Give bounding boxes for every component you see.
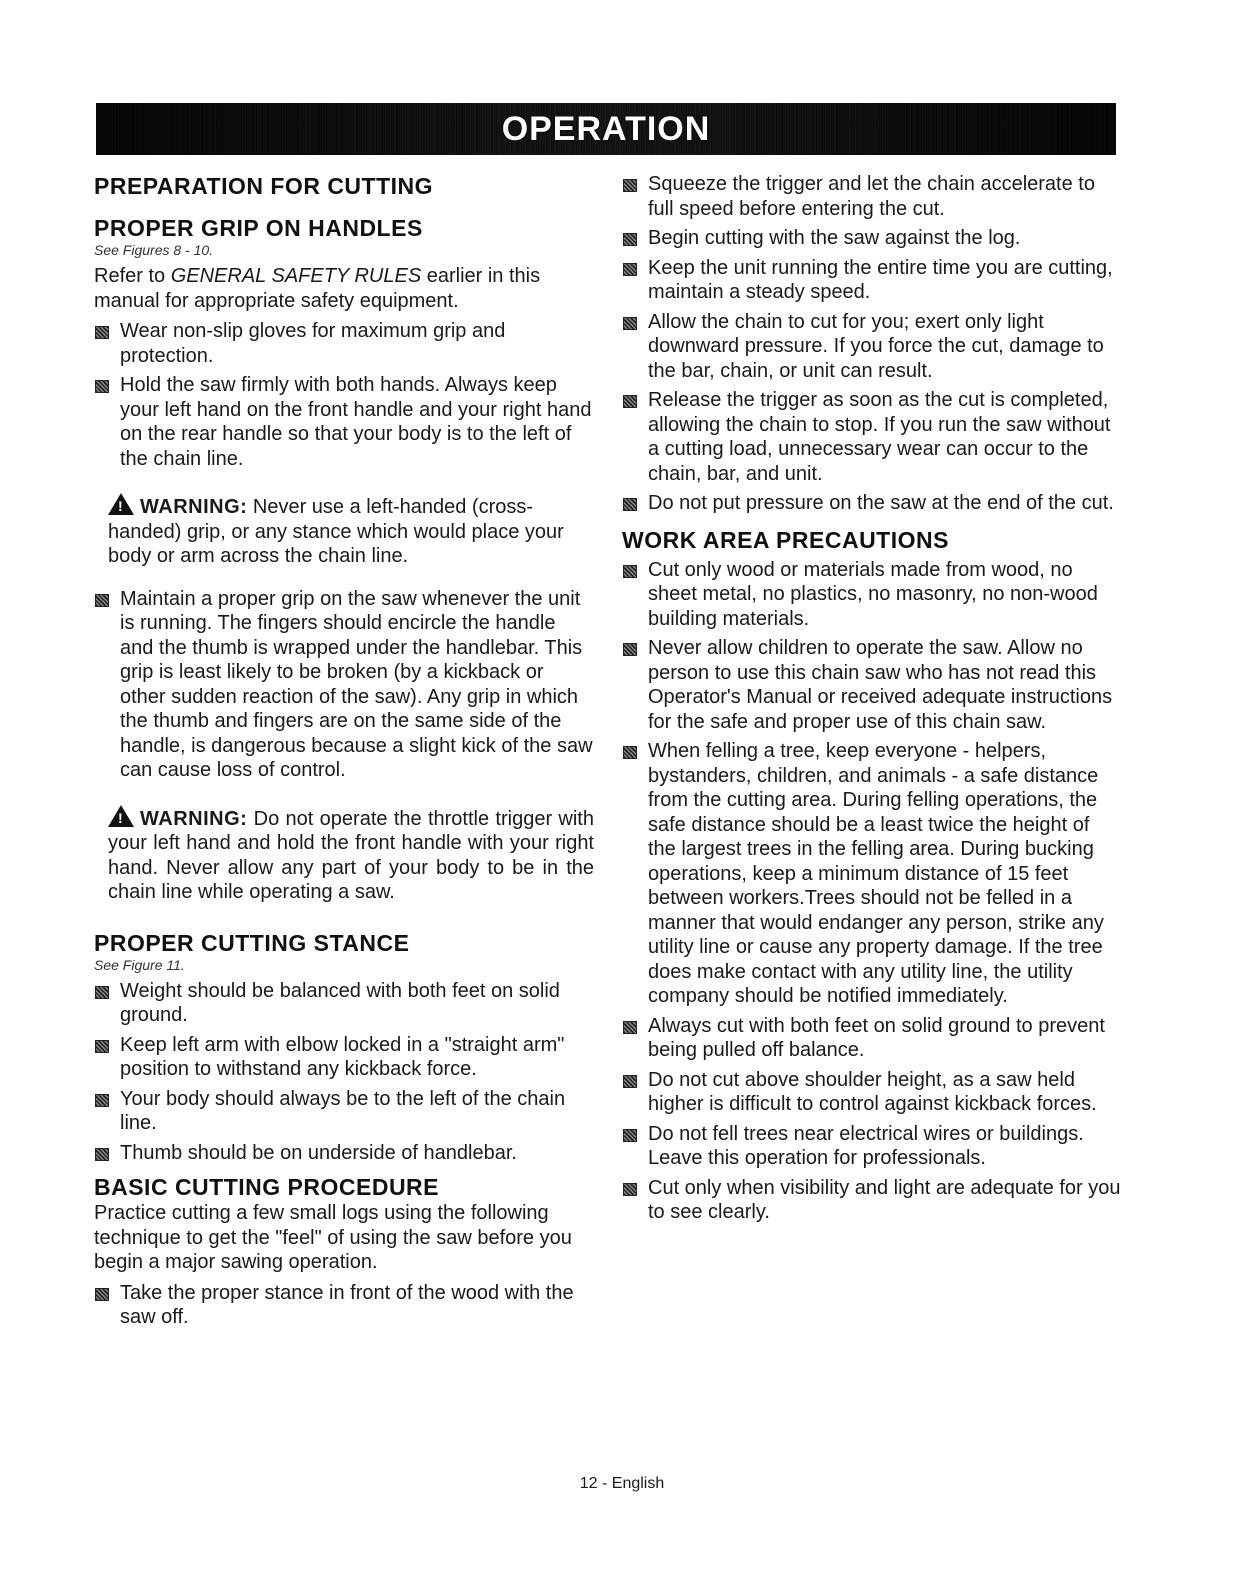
left-column: [94, 172, 594, 1335]
list-item: Cut only when visibility and light are adequate for you to see clearly.: [622, 1176, 1122, 1225]
stance-heading: PROPER CUTTING STANCE: [94, 929, 410, 956]
warning-icon: [108, 805, 134, 827]
grip-figure-ref: See Figures 8 - 10.: [94, 242, 214, 258]
list-item: Weight should be balanced with both feet on solid ground.: [94, 979, 594, 1028]
list-item: Thumb should be on underside of handlebar.: [94, 1141, 594, 1166]
list-item: Keep the unit running the entire time you are cutting, maintain a steady speed.: [622, 256, 1122, 305]
list-item: When felling a tree, keep everyone - helpers, bystanders, children, and animals - a safe distance from the cutting area. During felling operations, the safe distance should be a least twice the height of the largest trees in the felling area. During bucking operations, keep a minimum distance of 15 feet between workers.Trees should not be felled in a manner that would endanger any person, strike any utility line or cause any property damage. If the tree does make contact with any utility line, the utility company should be notified immediately.: [622, 739, 1122, 1009]
banner-title: OPERATION: [501, 109, 711, 148]
list-item: Begin cutting with the saw against the log.: [622, 226, 1122, 251]
page-footer: 12 - English: [579, 1475, 665, 1492]
list-item: Do not cut above shoulder height, as a saw held higher is difficult to control against kickback forces.: [622, 1068, 1122, 1117]
work-area-list: [622, 558, 1122, 1225]
stance-figure-ref: See Figure 11.: [94, 956, 185, 973]
grip-list: [94, 319, 594, 471]
prep-heading: PREPARATION FOR CUTTING: [94, 173, 434, 199]
list-item: Release the trigger as soon as the cut is completed, allowing the chain to stop. If you run the saw without a cutting load, unnecessary wear can occur to the chain, bar, and unit.: [622, 388, 1122, 486]
work-area-heading: WORK AREA PRECAUTIONS: [622, 526, 949, 553]
general-safety-rules-ref: GENERAL SAFETY RULES: [170, 265, 422, 287]
basic-intro: Practice cutting a few small logs using the following technique to get the "feel" of using the saw before you begin a major sawing operation.: [94, 1202, 572, 1273]
grip-list-2: [94, 587, 594, 783]
basic-list-continued: [622, 172, 1122, 516]
warning-block-2: !WARNING: Do not operate the throttle trigger with your left hand and hold the front handle with your right hand. Never allow any part of your body to be in the chain line while operating a saw.: [94, 805, 594, 905]
warning-icon: [108, 493, 134, 515]
list-item: Do not fell trees near electrical wires or buildings. Leave this operation for professionals.: [622, 1122, 1122, 1171]
list-item: Wear non-slip gloves for maximum grip and protection.: [94, 319, 594, 368]
list-item: Take the proper stance in front of the wood with the saw off.: [94, 1281, 594, 1330]
list-item: Maintain a proper grip on the saw whenever the unit is running. The fingers should encircle the handle and the thumb is wrapped under the handlebar. This grip is least likely to be broken (by a kickback or other sudden reaction of the saw). Any grip in which the thumb and fingers are on the same side of the handle, is dangerous because a slight kick of the saw can cause loss of control.: [94, 587, 594, 783]
list-item: Hold the saw firmly with both hands. Always keep your left hand on the front handle and your right hand on the rear handle so that your body is to the left of the chain line.: [94, 373, 594, 471]
basic-list: [94, 1281, 594, 1330]
refer-paragraph: Refer to GENERAL SAFETY RULES earlier in this manual for appropriate safety equipment.: [94, 265, 541, 312]
list-item: Keep left arm with elbow locked in a "straight arm" position to withstand any kickback force.: [94, 1033, 594, 1082]
list-item: Cut only wood or materials made from wood, no sheet metal, no plastics, no masonry, no non-wood building materials.: [622, 558, 1122, 632]
stance-list: [94, 979, 594, 1166]
list-item: Never allow children to operate the saw. Allow no person to use this chain saw who has not read this Operator's Manual or received adequate instructions for the safe and proper use of this chain saw.: [622, 636, 1122, 734]
list-item: Squeeze the trigger and let the chain accelerate to full speed before entering the cut.: [622, 172, 1122, 221]
warning-block-1: !WARNING: Never use a left-handed (cross-handed) grip, or any stance which would place your body or arm across the chain line.: [94, 493, 594, 569]
right-column: [622, 172, 1122, 1230]
section-banner: [96, 103, 1116, 155]
list-item: Do not put pressure on the saw at the end of the cut.: [622, 491, 1122, 516]
basic-heading: BASIC CUTTING PROCEDURE: [94, 1174, 440, 1200]
list-item: Allow the chain to cut for you; exert only light downward pressure. If you force the cut, damage to the bar, chain, or unit can result.: [622, 310, 1122, 384]
grip-heading: PROPER GRIP ON HANDLES: [94, 215, 423, 241]
list-item: Your body should always be to the left of the chain line.: [94, 1087, 594, 1136]
list-item: Always cut with both feet on solid ground to prevent being pulled off balance.: [622, 1014, 1122, 1063]
